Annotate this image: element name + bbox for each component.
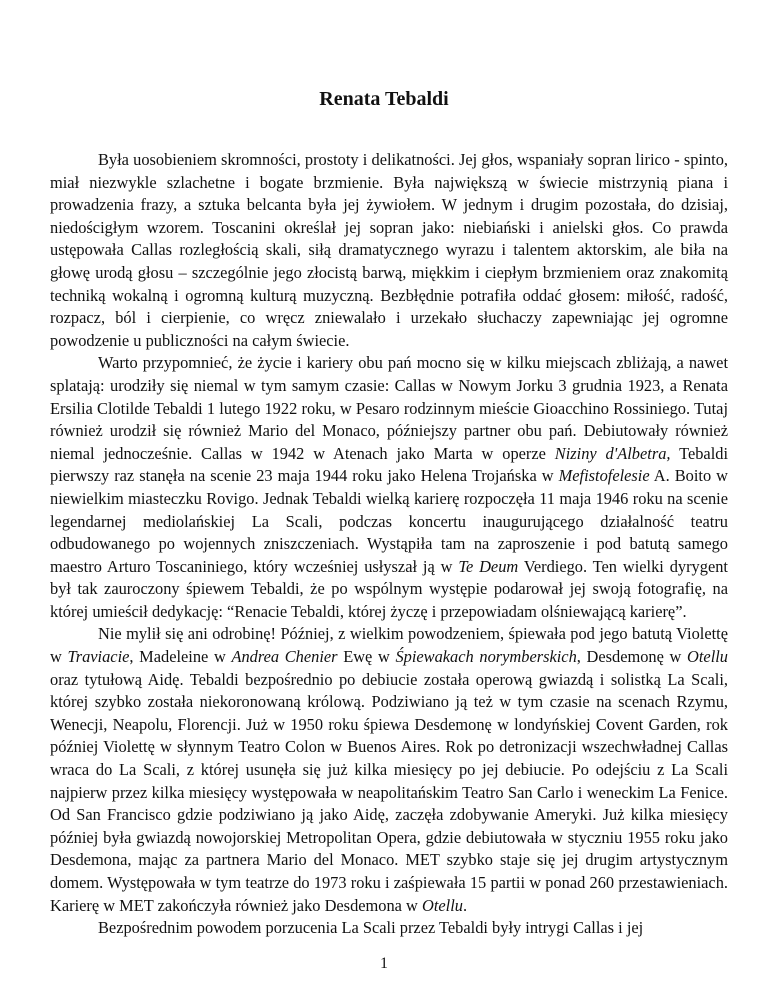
body-paragraph — [50, 352, 728, 623]
page-number: 1 — [380, 955, 388, 972]
text-run: Nie mylił się ani odrobinę! Później, z wielkim powodzeniem, śpiewała pod jego batutą Violettę w — [50, 624, 728, 667]
italic-title-run: Andrea Chenier — [231, 647, 338, 667]
text-run: . — [462, 895, 468, 915]
italic-title-run: Otellu — [421, 895, 463, 915]
italic-title-run: Mefistofelesie — [558, 466, 650, 486]
italic-title-run: Otellu — [687, 647, 728, 667]
text-run: Warto przypomnieć, że życie i kariery obu pań mocno się w kilku miejscach zbliżają, a nawet splatają: urodziły się niemal w tym samym czasie: Callas w Nowym Jorku 3 grudnia 1923, a Renata Ersilia Clotilde Tebaldi 1 lutego 1922 roku, w Pesaro rodzinnym mieście Gioacchino Rossiniego. Tutaj również urodził się również Mario del Monaco, późniejszy partner obu pań. Debiutowały również niemal jednocześnie. Callas w 1942 w Atenach jako Marta w operze — [50, 353, 728, 463]
body-paragraph — [50, 149, 728, 352]
text-run: Była uosobieniem skromności, prostoty i delikatności. Jej głos, wspaniały sopran lirico - spinto, miał niezwykle szlachetne i bogate brzmienie. Była największą w świecie mistrzynią piana i prowadzenia frazy, a sztuka belcanta była jej żywiołem. W jednym i drugim pozostała, do dzisiaj, niedościgłym wzorem. Toscanini określał jej sopran jako: niebiański i anielski głos. Co prawda ustępowała Callas rozległością skali, siłą dramatycznego wyrazu i talentem aktorskim, ale biła na głowę urodą głosu – szczególnie jego złocistą barwą, miękkim i ciepłym brzmieniem oraz znakomitą techniką wokalną i ogromną kulturą muzyczną. Bezbłędnie potrafiła oddać głosem: miłość, radość, rozpacz, ból i cierpienie, co wręcz zniewalało i urzekało słuchaczy zapewniając jej ogromne powodzenie u publiczności na całym świecie. — [50, 150, 728, 350]
body-paragraph — [50, 623, 728, 917]
text-run: Ewę w — [337, 647, 396, 667]
document-body — [50, 149, 728, 940]
text-run: , Desdemonę w — [576, 647, 688, 667]
italic-title-run: Traviacie — [67, 647, 130, 667]
italic-title-run: Te Deum — [458, 556, 519, 576]
body-paragraph — [50, 917, 728, 940]
italic-title-run: Niziny d'Albetra, — [554, 443, 671, 463]
text-run: Tebaldi pierwszy raz stanęła na scenie 23 maja 1944 roku jako Helena Trojańska w — [50, 443, 728, 486]
text-run: Verdiego. Ten wielki dyrygent był tak zauroczony śpiewem Tebaldi, że po wspólnym występie podarował jej swoją fotografię, na której umieścił dedykację: “Renacie Tebaldi, której życzę i przepowiadam olśniewającą karierę”. — [50, 556, 728, 621]
text-run: A. Boito w niewielkim miasteczku Rovigo. Jednak Tebaldi wielką karierę rozpoczęła 11 maja 1946 roku na scenie legendarnej mediolańskiej La Scali, podczas koncertu inaugurującego działalność teatru odbudowanego po wojennych zniszczeniach. Wystąpiła tam na zaproszenie i pod batutą samego maestro Arturo Toscaniniego, który wcześniej usłyszał ją w — [50, 466, 729, 576]
text-run: , Madeleine w — [129, 647, 232, 667]
text-run: oraz tytułową Aidę. Tebaldi bezpośrednio po debiucie została operową gwiazdą i solistką La Scali, której szybko została niekoronowaną królową. Podziwiano ją też w tym czasie na scenach Rzymu, Wenecji, Neapolu, Florencji. Już w 1950 roku śpiewa Desdemonę w londyńskiej Covent Garden, rok później Violettę w słynnym Teatro Colon w Buenos Aires. Rok po detronizacji wszechwładnej Callas wraca do La Scali, z której usunęła się już kilka miesięcy po jej debiucie. Po odejściu z La Scali najpierw przez kilka miesięcy występowała w neapolitańskim Teatro San Carlo i weneckim La Fenice. Od San Francisco gdzie podziwiano ją jako Aidę, zaczęła zdobywanie Ameryki. Już kilka miesięcy później była gwiazdą nowojorskiej Metropolitan Opera, gdzie debiutowała w styczniu 1955 roku jako Desdemona, mając za partnera Mario del Monaco. MET szybko staje się jej drugim artystycznym domem. Występowała w tym teatrze do 1973 roku i zaśpiewała 15 partii w ponad 260 przestawieniach. Karierę w MET zakończyła również jako Desdemona w — [50, 669, 728, 915]
italic-title-run: Śpiewakach norymberskich — [395, 647, 577, 667]
text-run: Bezpośrednim powodem porzucenia La Scali przez Tebaldi były intrygi Callas i jej — [98, 918, 644, 938]
document-title: Renata Tebaldi — [319, 88, 449, 110]
